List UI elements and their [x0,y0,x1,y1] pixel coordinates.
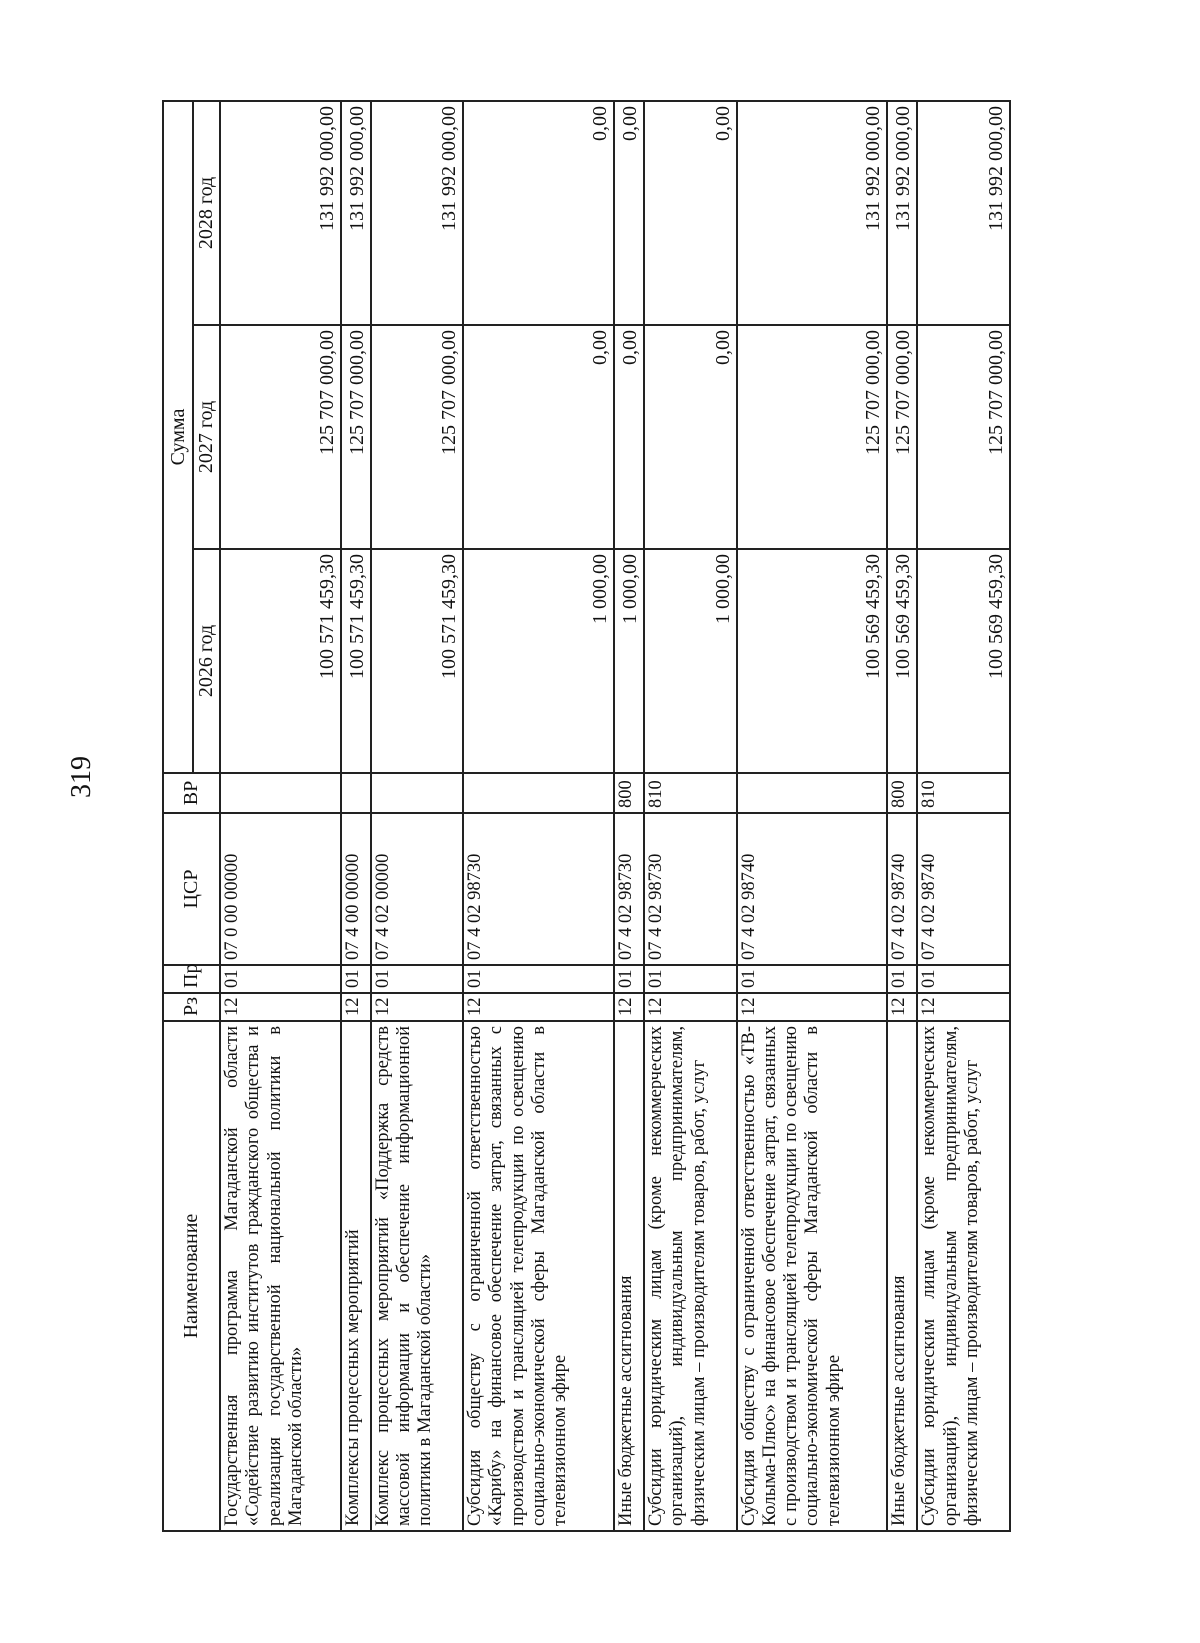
header-csr: ЦСР [163,813,220,965]
cell-rz: 12 [917,993,1010,1021]
cell-amount-2027: 125 707 000,00 [220,325,341,549]
header-pr: Пр [163,965,220,993]
cell-amount-2026: 100 571 459,30 [341,549,371,773]
cell-amount-2028: 0,00 [614,101,644,325]
cell-amount-2026: 1 000,00 [644,549,736,773]
cell-csr: 07 4 00 00000 [341,813,371,965]
cell-rz: 12 [644,993,736,1021]
header-row [163,101,193,1531]
page-number: 319 [66,756,97,798]
cell-vr [341,773,371,813]
cell-amount-2026: 1 000,00 [614,549,644,773]
cell-name: Комплексы процессных мероприятий [341,1021,371,1531]
cell-csr: 07 4 02 98730 [614,813,644,965]
cell-amount-2028: 131 992 000,00 [887,101,917,325]
cell-pr: 01 [341,965,371,993]
cell-amount-2028: 131 992 000,00 [737,101,888,325]
cell-name: Комплекс процессных мероприятий «Поддержка средств массовой информации и обеспечение информационной политики в Магаданской области» [371,1021,463,1531]
cell-amount-2026: 100 569 459,30 [917,549,1010,773]
table-row [644,101,736,1531]
table-row [917,101,1010,1531]
cell-amount-2027: 0,00 [644,325,736,549]
cell-csr: 07 4 02 98740 [887,813,917,965]
cell-name: Иные бюджетные ассигнования [614,1021,644,1531]
header-rz: Рз [163,993,220,1021]
cell-pr: 01 [371,965,463,993]
cell-pr: 01 [917,965,1010,993]
table-row [737,101,888,1531]
table-row [371,101,463,1531]
cell-csr: 07 4 02 98730 [463,813,614,965]
table-row [887,101,917,1531]
cell-amount-2027: 125 707 000,00 [737,325,888,549]
cell-vr: 810 [644,773,736,813]
rotated-table-wrapper [162,100,1011,1532]
cell-amount-2027: 0,00 [463,325,614,549]
table-row [463,101,614,1531]
cell-pr: 01 [644,965,736,993]
cell-vr: 810 [917,773,1010,813]
cell-pr: 01 [463,965,614,993]
cell-amount-2028: 131 992 000,00 [371,101,463,325]
cell-name: Субсидии юридическим лицам (кроме некоммерческих организаций), индивидуальным предпринимателям, физическим лицам – производителям товаров, работ, услуг [644,1021,736,1531]
table-row [614,101,644,1531]
cell-rz: 12 [463,993,614,1021]
budget-table [162,100,1011,1532]
cell-vr [220,773,341,813]
table-row [220,101,341,1531]
cell-vr [371,773,463,813]
cell-amount-2028: 131 992 000,00 [917,101,1010,325]
cell-amount-2027: 0,00 [614,325,644,549]
cell-amount-2026: 1 000,00 [463,549,614,773]
cell-amount-2026: 100 571 459,30 [220,549,341,773]
table-body [220,101,1010,1531]
cell-amount-2028: 131 992 000,00 [341,101,371,325]
cell-amount-2027: 125 707 000,00 [341,325,371,549]
header-vr: ВР [163,773,220,813]
cell-pr: 01 [220,965,341,993]
cell-vr: 800 [614,773,644,813]
cell-pr: 01 [737,965,888,993]
cell-vr [737,773,888,813]
cell-rz: 12 [737,993,888,1021]
cell-csr: 07 0 00 00000 [220,813,341,965]
cell-amount-2027: 125 707 000,00 [917,325,1010,549]
header-name: Наименование [163,1021,220,1531]
cell-name: Субсидия обществу с ограниченной ответственностью «Карибу» на финансовое обеспечение затрат, связанных с производством и трансляцией телепродукции по освещению социально-экономической сферы Магаданской области в телевизионном эфире [463,1021,614,1531]
cell-amount-2027: 125 707 000,00 [371,325,463,549]
cell-vr [463,773,614,813]
cell-rz: 12 [614,993,644,1021]
cell-rz: 12 [220,993,341,1021]
cell-csr: 07 4 02 98730 [644,813,736,965]
header-year-2026: 2026 год [193,549,220,773]
cell-pr: 01 [614,965,644,993]
cell-name: Иные бюджетные ассигнования [887,1021,917,1531]
cell-rz: 12 [371,993,463,1021]
cell-amount-2028: 0,00 [463,101,614,325]
cell-amount-2026: 100 569 459,30 [887,549,917,773]
table-row [341,101,371,1531]
header-sum: Сумма [163,101,193,773]
header-year-2028: 2028 год [193,101,220,325]
cell-vr: 800 [887,773,917,813]
cell-csr: 07 4 02 98740 [917,813,1010,965]
cell-name: Субсидии юридическим лицам (кроме некоммерческих организаций), индивидуальным предпринимателям, физическим лицам – производителям товаров, работ, услуг [917,1021,1010,1531]
cell-pr: 01 [887,965,917,993]
cell-name: Субсидия обществу с ограниченной ответственностью «ТВ-Колыма-Плюс» на финансовое обеспечение затрат, связанных с производством и трансляцией телепродукции по освещению социально-экономической сферы Магаданской области в телевизионном эфире [737,1021,888,1531]
cell-csr: 07 4 02 00000 [371,813,463,965]
header-year-2027: 2027 год [193,325,220,549]
cell-amount-2027: 125 707 000,00 [887,325,917,549]
cell-amount-2026: 100 569 459,30 [737,549,888,773]
cell-amount-2026: 100 571 459,30 [371,549,463,773]
cell-amount-2028: 131 992 000,00 [220,101,341,325]
cell-name: Государственная программа Магаданской области «Содействие развитию институтов гражданского общества и реализация государственной национальной политики в Магаданской области» [220,1021,341,1531]
cell-amount-2028: 0,00 [644,101,736,325]
cell-rz: 12 [341,993,371,1021]
cell-csr: 07 4 02 98740 [737,813,888,965]
cell-rz: 12 [887,993,917,1021]
